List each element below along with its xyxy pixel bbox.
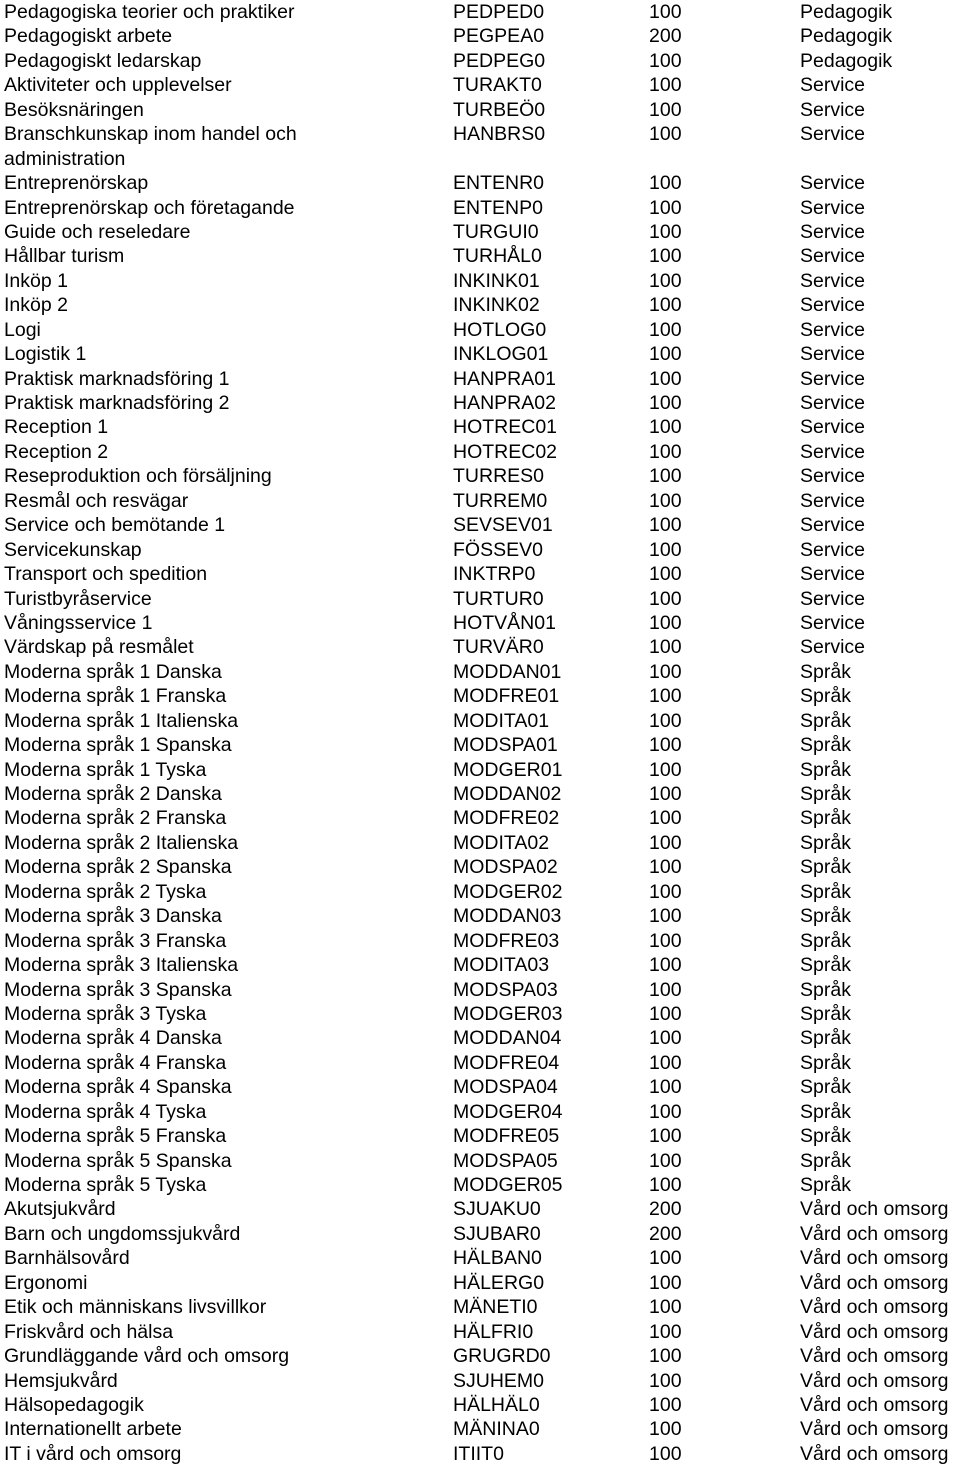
course-code: HOTREC02 <box>453 440 558 463</box>
course-code: HÄLFRI0 <box>453 1320 534 1343</box>
table-row <box>0 49 960 73</box>
course-points: 100 <box>649 172 682 195</box>
course-code: MODDAN01 <box>453 660 562 683</box>
course-points: 100 <box>649 269 682 292</box>
table-row <box>0 562 960 586</box>
course-points: 100 <box>649 1296 682 1319</box>
course-code: TURAKT0 <box>453 74 542 97</box>
table-row <box>0 1369 960 1393</box>
subject-area: Service <box>800 74 866 97</box>
course-code: GRUGRD0 <box>453 1345 551 1368</box>
course-code: MODGER04 <box>453 1100 563 1123</box>
course-code: SEVSEV01 <box>453 514 553 537</box>
subject-area: Service <box>800 294 866 317</box>
course-points: 100 <box>649 538 682 561</box>
course-name: Moderna språk 1 Franska <box>4 685 227 708</box>
table-row <box>0 684 960 708</box>
subject-area: Service <box>800 465 866 488</box>
course-points: 100 <box>649 1418 682 1441</box>
course-name: Moderna språk 2 Franska <box>4 807 227 830</box>
course-points: 100 <box>649 220 682 243</box>
course-points: 200 <box>649 1198 682 1221</box>
subject-area: Pedagogik <box>800 25 893 48</box>
subject-area: Service <box>800 489 866 512</box>
subject-area: Vård och omsorg <box>800 1442 949 1465</box>
subject-area: Service <box>800 172 866 195</box>
subject-area: Service <box>800 538 866 561</box>
course-name: Hälsopedagogik <box>4 1393 144 1416</box>
course-name: Logi <box>4 318 41 341</box>
course-name: Moderna språk 2 Italienska <box>4 831 239 854</box>
course-points: 100 <box>649 1393 682 1416</box>
course-code: MODITA03 <box>453 954 550 977</box>
course-points: 200 <box>649 25 682 48</box>
course-code: MODGER03 <box>453 1002 563 1025</box>
course-points: 200 <box>649 1222 682 1245</box>
course-points: 100 <box>649 294 682 317</box>
course-name: Moderna språk 3 Danska <box>4 905 222 928</box>
course-name: IT i vård och omsorg <box>4 1442 182 1465</box>
course-code: MODITA02 <box>453 831 550 854</box>
table-row <box>0 587 960 611</box>
course-code: MODSPA04 <box>453 1076 558 1099</box>
table-row <box>0 1124 960 1148</box>
subject-area: Service <box>800 196 866 219</box>
course-name: Reseproduktion och försäljning <box>4 465 272 488</box>
course-points: 100 <box>649 1100 682 1123</box>
table-row <box>0 342 960 366</box>
course-name: Barn och ungdomssjukvård <box>4 1222 241 1245</box>
course-name: Servicekunskap <box>4 538 142 561</box>
subject-area: Service <box>800 514 866 537</box>
table-row <box>0 367 960 391</box>
course-points: 100 <box>649 807 682 830</box>
course-name: Reception 2 <box>4 440 109 463</box>
course-code: PEGPEA0 <box>453 25 545 48</box>
table-row <box>0 489 960 513</box>
course-name: Moderna språk 4 Tyska <box>4 1100 207 1123</box>
table-row <box>0 220 960 244</box>
course-points: 100 <box>649 929 682 952</box>
course-name: Pedagogiskt ledarskap <box>4 49 202 72</box>
table-row <box>0 98 960 122</box>
course-points: 100 <box>649 1125 682 1148</box>
table-row <box>0 758 960 782</box>
course-name: Moderna språk 1 Danska <box>4 660 222 683</box>
table-row <box>0 391 960 415</box>
subject-area: Service <box>800 343 866 366</box>
table-row <box>0 73 960 97</box>
course-points: 100 <box>649 1027 682 1050</box>
subject-area: Service <box>800 98 866 121</box>
subject-area: Språk <box>800 1100 851 1123</box>
course-name: Moderna språk 5 Tyska <box>4 1174 207 1197</box>
table-row <box>0 733 960 757</box>
course-name: Moderna språk 3 Italienska <box>4 954 239 977</box>
table-row <box>0 318 960 342</box>
course-points: 100 <box>649 563 682 586</box>
course-name: Moderna språk 4 Danska <box>4 1027 222 1050</box>
course-points: 100 <box>649 685 682 708</box>
course-code: MODSPA01 <box>453 734 558 757</box>
course-points: 100 <box>649 905 682 928</box>
table-row <box>0 1271 960 1295</box>
table-row <box>0 953 960 977</box>
course-code: ITIIT0 <box>453 1442 504 1465</box>
table-row <box>0 0 960 24</box>
course-points: 100 <box>649 954 682 977</box>
table-row <box>0 1002 960 1026</box>
subject-area: Vård och omsorg <box>800 1247 949 1270</box>
subject-area: Service <box>800 392 866 415</box>
subject-area: Språk <box>800 758 851 781</box>
subject-area: Språk <box>800 807 851 830</box>
course-points: 100 <box>649 392 682 415</box>
course-name: Pedagogiskt arbete <box>4 25 173 48</box>
subject-area: Vård och omsorg <box>800 1198 949 1221</box>
subject-area: Språk <box>800 1174 851 1197</box>
course-name: Service och bemötande 1 <box>4 514 226 537</box>
course-code: HOTREC01 <box>453 416 558 439</box>
course-name: Moderna språk 2 Spanska <box>4 856 232 879</box>
course-code: MODFRE04 <box>453 1051 560 1074</box>
subject-area: Vård och omsorg <box>800 1418 949 1441</box>
course-points: 100 <box>649 1320 682 1343</box>
course-points: 100 <box>649 1002 682 1025</box>
course-points: 100 <box>649 74 682 97</box>
course-name: Friskvård och hälsa <box>4 1320 174 1343</box>
course-points: 100 <box>649 367 682 390</box>
course-code: TURVÄR0 <box>453 636 544 659</box>
subject-area: Vård och omsorg <box>800 1296 949 1319</box>
table-row <box>0 782 960 806</box>
subject-area: Språk <box>800 734 851 757</box>
course-code: SJUAKU0 <box>453 1198 541 1221</box>
course-code: PEDPEG0 <box>453 49 546 72</box>
course-code: INKINK01 <box>453 269 540 292</box>
subject-area: Språk <box>800 978 851 1001</box>
table-row <box>0 513 960 537</box>
course-name: Moderna språk 5 Franska <box>4 1125 227 1148</box>
course-code: TURHÅL0 <box>453 245 542 268</box>
course-points: 100 <box>649 636 682 659</box>
course-name: Moderna språk 3 Franska <box>4 929 227 952</box>
course-code: MODSPA03 <box>453 978 558 1001</box>
course-points: 100 <box>649 734 682 757</box>
course-name: Internationellt arbete <box>4 1418 182 1441</box>
course-name: Våningsservice 1 <box>4 611 153 634</box>
subject-area: Service <box>800 563 866 586</box>
table-row <box>0 1197 960 1221</box>
course-name: Barnhälsovård <box>4 1247 130 1270</box>
course-code: MODDAN04 <box>453 1027 562 1050</box>
table-row <box>0 1417 960 1441</box>
course-points: 100 <box>649 1271 682 1294</box>
table-row <box>0 538 960 562</box>
course-code: INKINK02 <box>453 294 540 317</box>
course-code: MODDAN02 <box>453 783 562 806</box>
course-name: Moderna språk 1 Tyska <box>4 758 207 781</box>
course-points: 100 <box>649 514 682 537</box>
course-name: Aktiviteter och upplevelser <box>4 74 232 97</box>
course-name: Moderna språk 3 Tyska <box>4 1002 207 1025</box>
course-points: 100 <box>649 98 682 121</box>
course-points: 100 <box>649 416 682 439</box>
subject-area: Vård och omsorg <box>800 1393 949 1416</box>
course-points: 100 <box>649 123 682 146</box>
subject-area: Service <box>800 245 866 268</box>
course-name: Resmål och resvägar <box>4 489 189 512</box>
subject-area: Service <box>800 367 866 390</box>
course-code: HOTVÅN01 <box>453 611 556 634</box>
course-code: FÖSSEV0 <box>453 538 543 561</box>
course-name: Moderna språk 5 Spanska <box>4 1149 232 1172</box>
table-row <box>0 806 960 830</box>
table-row <box>0 1075 960 1099</box>
course-code: MÄNINA0 <box>453 1418 540 1441</box>
course-name: Entreprenörskap och företagande <box>4 196 295 219</box>
course-points: 100 <box>649 831 682 854</box>
course-code: MODGER02 <box>453 880 563 903</box>
course-code: MODGER01 <box>453 758 563 781</box>
table-row <box>0 415 960 439</box>
table-row <box>0 855 960 879</box>
subject-area: Språk <box>800 856 851 879</box>
course-code: MODSPA02 <box>453 856 558 879</box>
table-row <box>0 660 960 684</box>
subject-area: Vård och omsorg <box>800 1222 949 1245</box>
subject-area: Vård och omsorg <box>800 1320 949 1343</box>
course-points: 100 <box>649 880 682 903</box>
course-points: 100 <box>649 783 682 806</box>
course-code: MÄNETI0 <box>453 1296 538 1319</box>
table-row <box>0 1295 960 1319</box>
subject-area: Språk <box>800 929 851 952</box>
course-code: SJUBAR0 <box>453 1222 541 1245</box>
course-name: Praktisk marknadsföring 2 <box>4 392 230 415</box>
course-code: HÄLHÄL0 <box>453 1393 540 1416</box>
course-code: ENTENP0 <box>453 196 543 219</box>
subject-area: Språk <box>800 685 851 708</box>
subject-area: Service <box>800 269 866 292</box>
subject-area: Service <box>800 636 866 659</box>
course-name: Branschkunskap inom handel och administration <box>4 123 297 170</box>
course-code: MODSPA05 <box>453 1149 558 1172</box>
course-points: 100 <box>649 978 682 1001</box>
table-row <box>0 1100 960 1124</box>
course-name: Akutsjukvård <box>4 1198 116 1221</box>
table-row <box>0 880 960 904</box>
course-points: 100 <box>649 1 682 23</box>
table-row <box>0 244 960 268</box>
subject-area: Språk <box>800 954 851 977</box>
course-name: Praktisk marknadsföring 1 <box>4 367 230 390</box>
course-code: SJUHEM0 <box>453 1369 545 1392</box>
table-row <box>0 196 960 220</box>
table-row <box>0 929 960 953</box>
course-name: Moderna språk 4 Franska <box>4 1051 227 1074</box>
subject-area: Service <box>800 220 866 243</box>
subject-area: Språk <box>800 1002 851 1025</box>
table-row <box>0 831 960 855</box>
course-name: Pedagogiska teorier och praktiker <box>4 1 295 23</box>
table-row <box>0 171 960 195</box>
course-code: MODGER05 <box>453 1174 563 1197</box>
subject-area: Service <box>800 440 866 463</box>
table-row <box>0 611 960 635</box>
subject-area: Språk <box>800 880 851 903</box>
table-row <box>0 293 960 317</box>
subject-area: Vård och omsorg <box>800 1271 949 1294</box>
course-code: TURREM0 <box>453 489 548 512</box>
subject-area: Service <box>800 416 866 439</box>
course-points: 100 <box>649 1442 682 1465</box>
course-name: Besöksnäringen <box>4 98 144 121</box>
course-points: 100 <box>649 587 682 610</box>
table-row <box>0 978 960 1002</box>
course-code: TURGUI0 <box>453 220 539 243</box>
course-code: MODFRE05 <box>453 1125 560 1148</box>
subject-area: Pedagogik <box>800 49 893 72</box>
course-points: 100 <box>649 660 682 683</box>
course-name: Turistbyråservice <box>4 587 152 610</box>
course-points: 100 <box>649 1149 682 1172</box>
table-row <box>0 1026 960 1050</box>
subject-area: Språk <box>800 831 851 854</box>
course-code: MODDAN03 <box>453 905 562 928</box>
course-code: HOTLOG0 <box>453 318 547 341</box>
course-points: 100 <box>649 1076 682 1099</box>
course-code: INKLOG01 <box>453 343 549 366</box>
course-name: Etik och människans livsvillkor <box>4 1296 267 1319</box>
subject-area: Språk <box>800 1027 851 1050</box>
course-points: 100 <box>649 343 682 366</box>
course-name: Moderna språk 2 Tyska <box>4 880 207 903</box>
table-row <box>0 122 960 171</box>
course-name: Moderna språk 1 Spanska <box>4 734 232 757</box>
table-row <box>0 464 960 488</box>
course-name: Reception 1 <box>4 416 109 439</box>
course-code: INKTRP0 <box>453 563 536 586</box>
table-row <box>0 1222 960 1246</box>
course-name: Hållbar turism <box>4 245 125 268</box>
course-code: PEDPED0 <box>453 1 545 23</box>
course-name: Moderna språk 1 Italienska <box>4 709 239 732</box>
course-code: HÄLERG0 <box>453 1271 545 1294</box>
subject-area: Språk <box>800 905 851 928</box>
table-row <box>0 1246 960 1270</box>
subject-area: Service <box>800 318 866 341</box>
course-points: 100 <box>649 611 682 634</box>
table-row <box>0 904 960 928</box>
subject-area: Språk <box>800 783 851 806</box>
course-code: MODFRE03 <box>453 929 560 952</box>
course-name: Hemsjukvård <box>4 1369 118 1392</box>
course-points: 100 <box>649 49 682 72</box>
course-points: 100 <box>649 465 682 488</box>
table-row <box>0 1173 960 1197</box>
table-row <box>0 440 960 464</box>
course-points: 100 <box>649 1345 682 1368</box>
subject-area: Service <box>800 611 866 634</box>
course-code: MODFRE02 <box>453 807 560 830</box>
course-name: Guide och reseledare <box>4 220 191 243</box>
subject-area: Pedagogik <box>800 1 893 23</box>
course-points: 100 <box>649 1051 682 1074</box>
course-name: Ergonomi <box>4 1271 88 1294</box>
course-code: TURRES0 <box>453 465 545 488</box>
subject-area: Service <box>800 123 866 146</box>
course-name: Entreprenörskap <box>4 172 149 195</box>
course-points: 100 <box>649 440 682 463</box>
course-name: Logistik 1 <box>4 343 87 366</box>
table-row <box>0 269 960 293</box>
course-points: 100 <box>649 758 682 781</box>
course-name: Värdskap på resmålet <box>4 636 194 659</box>
table-row <box>0 1149 960 1173</box>
table-row <box>0 24 960 48</box>
table-row <box>0 1320 960 1344</box>
course-name: Grundläggande vård och omsorg <box>4 1345 290 1368</box>
table-row <box>0 709 960 733</box>
course-code: TURBEÖ0 <box>453 98 546 121</box>
subject-area: Språk <box>800 1051 851 1074</box>
subject-area: Vård och omsorg <box>800 1369 949 1392</box>
course-code: MODITA01 <box>453 709 550 732</box>
course-code: HANPRA02 <box>453 392 556 415</box>
course-code: ENTENR0 <box>453 172 545 195</box>
table-row <box>0 1442 960 1466</box>
course-name: Inköp 2 <box>4 294 68 317</box>
course-points: 100 <box>649 709 682 732</box>
subject-area: Språk <box>800 660 851 683</box>
subject-area: Service <box>800 587 866 610</box>
course-code: HANBRS0 <box>453 123 546 146</box>
course-name: Moderna språk 2 Danska <box>4 783 222 806</box>
course-name: Inköp 1 <box>4 269 68 292</box>
subject-area: Språk <box>800 709 851 732</box>
course-name: Moderna språk 3 Spanska <box>4 978 232 1001</box>
subject-area: Språk <box>800 1125 851 1148</box>
course-points: 100 <box>649 1174 682 1197</box>
course-points: 100 <box>649 1369 682 1392</box>
course-code: HÄLBAN0 <box>453 1247 542 1270</box>
course-code: MODFRE01 <box>453 685 560 708</box>
subject-area: Språk <box>800 1076 851 1099</box>
course-points: 100 <box>649 856 682 879</box>
course-points: 100 <box>649 489 682 512</box>
course-points: 100 <box>649 196 682 219</box>
course-code: TURTUR0 <box>453 587 544 610</box>
table-row <box>0 1393 960 1417</box>
table-row <box>0 1344 960 1368</box>
subject-area: Språk <box>800 1149 851 1172</box>
table-row <box>0 1051 960 1075</box>
subject-area: Vård och omsorg <box>800 1345 949 1368</box>
course-name: Transport och spedition <box>4 563 208 586</box>
course-points: 100 <box>649 245 682 268</box>
table-row <box>0 635 960 659</box>
course-points: 100 <box>649 318 682 341</box>
course-code: HANPRA01 <box>453 367 556 390</box>
course-points: 100 <box>649 1247 682 1270</box>
course-name: Moderna språk 4 Spanska <box>4 1076 232 1099</box>
